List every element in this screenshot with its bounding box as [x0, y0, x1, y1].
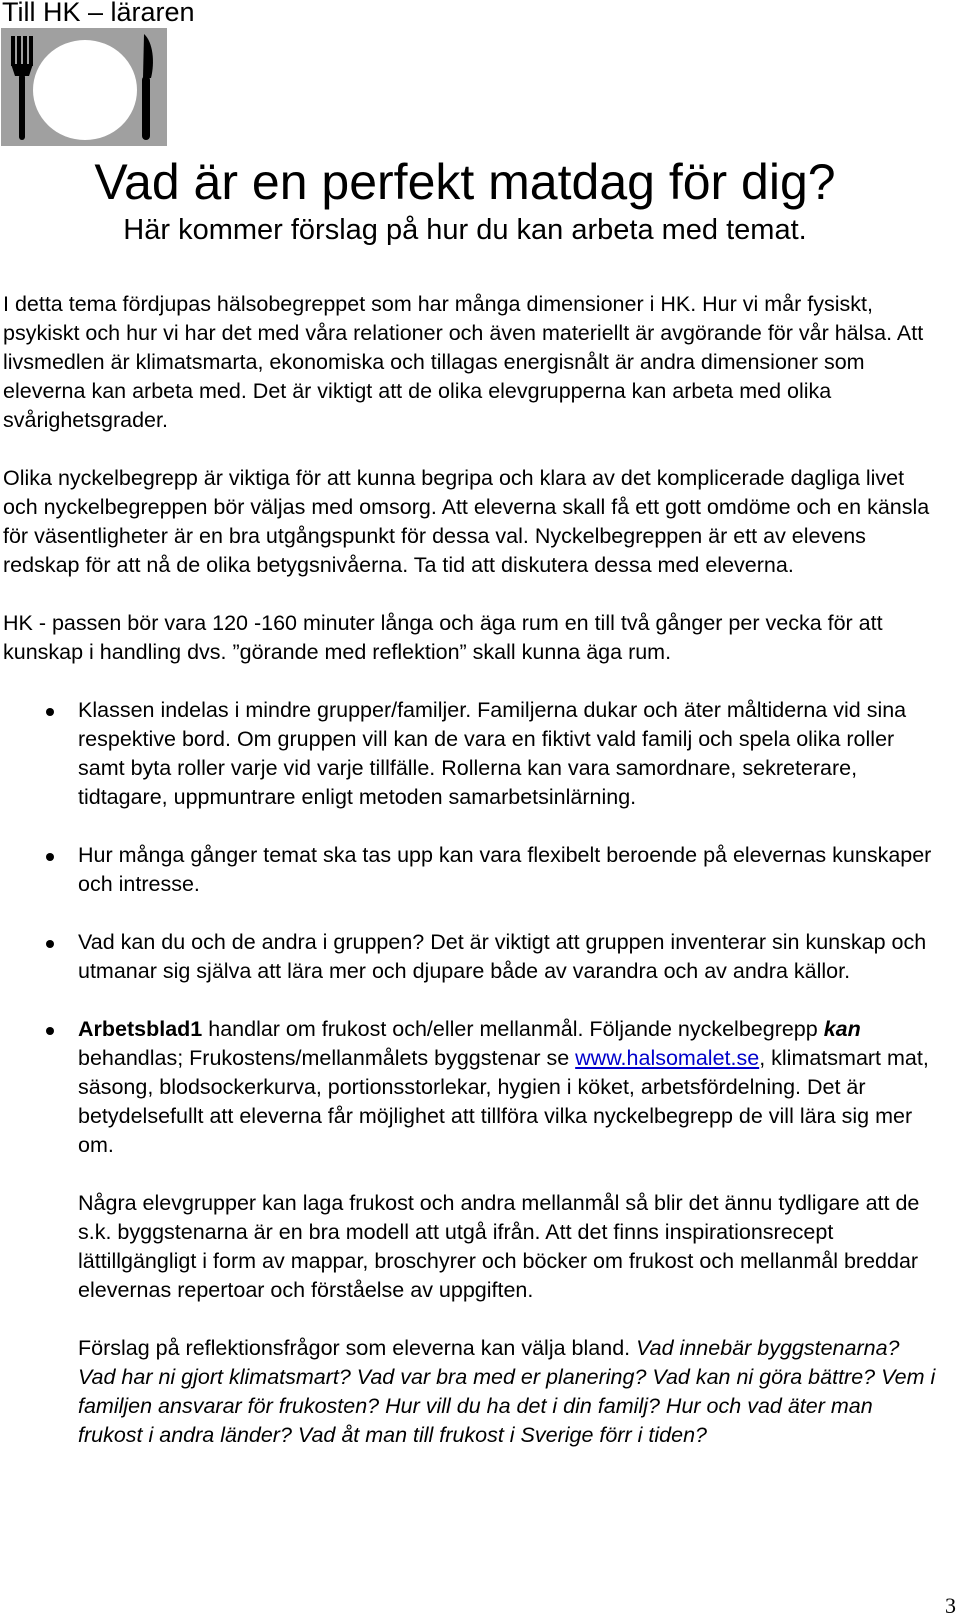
- arbetsblad-emphasis: kan: [823, 1017, 861, 1041]
- bullet-icon: [46, 853, 54, 861]
- list-item: [3, 841, 938, 899]
- arbetsblad-label: Arbetsblad1: [78, 1017, 203, 1041]
- document-body: [3, 290, 938, 1450]
- cooking-paragraph: Några elevgrupper kan laga frukost och andra mellanmål så blir det ännu tydligare att de s.k. byggstenarna är en bra modell att utgå ifrån. Att det finns inspirationsrecept lättillgängligt i form av mappar, broschyrer och böcker om frukost och mellanmål breddar elevernas repertoar och förståelse av uppgiften.: [78, 1191, 920, 1302]
- list-item-text: Vad kan du och de andra i gruppen? Det är viktigt att gruppen inventerar sin kunskap och utmanar sig själva att lära mer och djupare både av varandra och av andra källor.: [78, 930, 927, 983]
- arbetsblad-text-2: behandlas; Frukostens/mellanmålets byggstenar se: [78, 1046, 576, 1070]
- plate-cutlery-icon: [1, 28, 171, 150]
- bullet-icon: [46, 708, 54, 716]
- header-label: Till HK – läraren: [2, 0, 195, 27]
- lesson-length-paragraph: HK - passen bör vara 120 -160 minuter långa och äga rum en till två gånger per vecka för att kunskap i handling dvs. ”görande med reflektion” skall kunna äga rum.: [3, 611, 883, 664]
- bullet-icon: [46, 1027, 54, 1035]
- page-title: Vad är en perfekt matdag för dig?: [94, 154, 836, 210]
- list-item-arbetsblad: [3, 1015, 938, 1160]
- list-item: [3, 696, 938, 812]
- bullet-list: [3, 696, 938, 1160]
- reflection-intro: Förslag på reflektionsfrågor som eleverna kan välja bland.: [78, 1336, 637, 1360]
- intro-paragraph: I detta tema fördjupas hälsobegreppet som har många dimensioner i HK. Hur vi mår fysiskt, psykiskt och hur vi har det med våra relationer och även materiellt är avgörande för vår hälsa. Att livsmedlen är klimatsmarta, ekonomiska och tillagas energisnålt är andra dimensioner som eleverna kan arbeta med. Det är viktigt att de olika elevgrupperna kan arbeta med olika svårighetsgrader.: [3, 292, 924, 432]
- bullet-icon: [46, 940, 54, 948]
- page-number: 3: [945, 1593, 956, 1618]
- arbetsblad-text-1: handlar om frukost och/eller mellanmål. Följande nyckelbegrepp: [202, 1017, 824, 1041]
- list-item-text: Klassen indelas i mindre grupper/familjer. Familjerna dukar och äter måltiderna vid sina respektive bord. Om gruppen vill kan de vara en fiktivt vald familj och spela olika roller samt byta roller varje vid varje tillfälle. Rollerna kan vara samordnare, sekreterare, tidtagare, uppmuntrare enligt metoden samarbetsinlärning.: [78, 698, 907, 809]
- list-item: [3, 928, 938, 986]
- reflection-paragraph: [3, 1334, 938, 1450]
- arbetsblad-text-3: , klimatsmart mat, säsong, blodsockerkurva, portionsstorlekar, hygien i köket, arbetsfördelning. Det är betydelsefullt att eleverna får möjlighet att tillföra vilka nyckelbegrepp de vill lära sig mer om.: [78, 1046, 929, 1157]
- reflection-questions: Vad innebär byggstenarna? Vad har ni gjort klimatsmart? Vad var bra med er planering? Vad kan ni göra bättre? Vem i familjen ansvarar för frukosten? Hur vill du ha det i din familj? Hur och vad äter man frukost i andra länder? Vad åt man till frukost i Sverige förr i tiden?: [78, 1336, 936, 1447]
- key-concepts-paragraph: Olika nyckelbegrepp är viktiga för att kunna begripa och klara av det komplicerade dagliga livet och nyckelbegreppen bör väljas med omsorg. Att eleverna skall få ett gott omdöme och en känsla för väsentligheter är en bra utgångspunkt för dessa val. Nyckelbegreppen är ett av elevens redskap för att nå de olika betygsnivåerna. Ta tid att diskutera dessa med eleverna.: [3, 466, 930, 577]
- page-subtitle: Här kommer förslag på hur du kan arbeta med temat.: [123, 214, 807, 246]
- list-item-text: Hur många gånger temat ska tas upp kan vara flexibelt beroende på elevernas kunskaper och intresse.: [78, 843, 932, 896]
- halsomalet-link[interactable]: www.halsomalet.se: [575, 1046, 760, 1070]
